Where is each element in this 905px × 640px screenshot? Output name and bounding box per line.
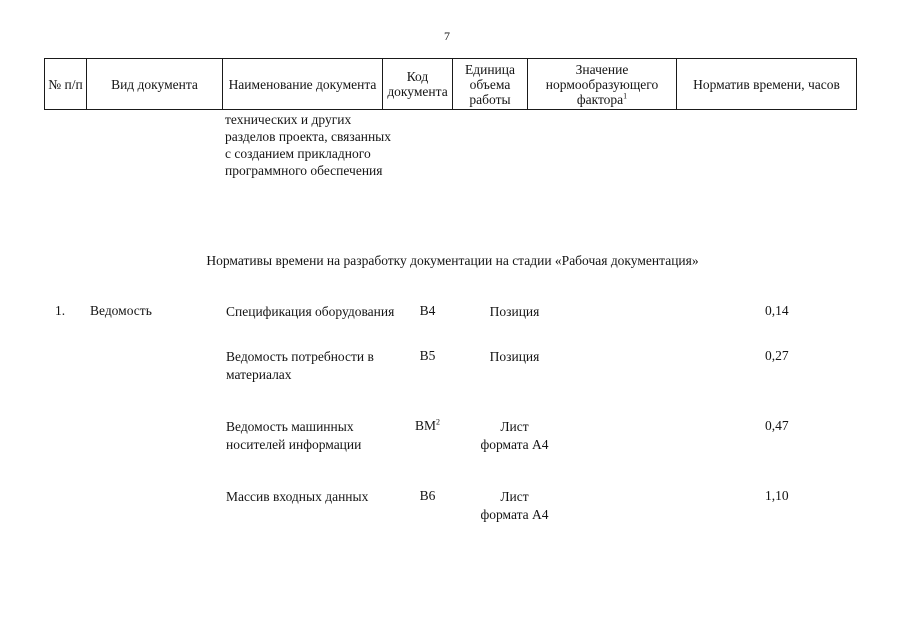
row-norm: 0,47	[765, 418, 789, 433]
header-num: № п/п	[45, 59, 87, 110]
row-norm: 1,10	[765, 488, 789, 503]
header-unit: Единица объема работы	[453, 59, 528, 110]
row-code-value: В4	[419, 303, 436, 318]
row-doc-code	[405, 348, 450, 364]
row-norm: 0,14	[765, 303, 789, 318]
row-unit: Позиция	[489, 304, 540, 319]
row-unit: Лист формата А4	[480, 419, 549, 452]
header-norm: Норматив времени, часов	[677, 59, 857, 110]
continuation-text: технических и других разделов проекта, связанных с созданием прикладного программного обеспечения	[225, 112, 391, 178]
row-code-value: В5	[419, 348, 436, 363]
row-doc-code	[405, 303, 450, 319]
footnote-marker: 1	[623, 91, 628, 100]
row-doc-type: Ведомость	[90, 303, 152, 318]
row-doc-name: Спецификация оборудования	[226, 304, 395, 319]
row-doc-name: Массив входных данных	[226, 489, 369, 504]
row-num: 1.	[55, 303, 66, 318]
header-factor	[528, 59, 677, 110]
row-unit: Лист формата А4	[480, 489, 549, 522]
footnote-marker: 2	[436, 417, 440, 427]
row-unit: Позиция	[489, 349, 540, 364]
section-heading: Нормативы времени на разработку документации на стадии «Рабочая документация»	[206, 253, 699, 268]
row-doc-code	[405, 418, 450, 434]
page-number: 7	[444, 29, 450, 43]
table-header	[44, 58, 857, 110]
header-doc-type: Вид документа	[87, 59, 223, 110]
header-factor-label: Значение нормообразующего фактора	[545, 61, 659, 107]
header-doc-code: Код документа	[383, 59, 453, 110]
row-norm: 0,27	[765, 348, 789, 363]
row-doc-name: Ведомость потребности в материалах	[226, 349, 374, 382]
row-code-value: В6	[419, 488, 436, 503]
row-doc-name: Ведомость машинных носителей информации	[226, 419, 362, 452]
row-code-value: ВМ	[414, 418, 436, 433]
header-doc-name: Наименование документа	[223, 59, 383, 110]
row-doc-code	[405, 488, 450, 504]
